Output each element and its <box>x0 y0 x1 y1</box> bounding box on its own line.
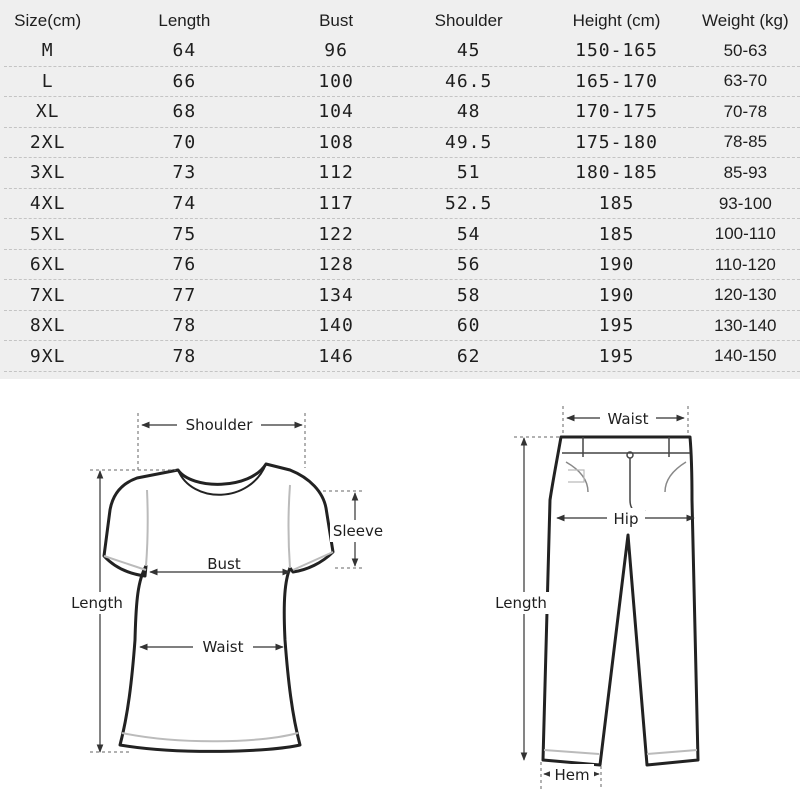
header-weight: Weight (kg) <box>702 11 789 30</box>
table-cell: 68 <box>91 97 277 128</box>
table-cell: 6XL <box>4 249 91 280</box>
hem-label: Hem <box>554 766 590 784</box>
table-row <box>4 158 800 189</box>
table-body <box>4 36 800 372</box>
table-cell: 130-140 <box>691 310 800 341</box>
sleeve-label: Sleeve <box>332 522 384 540</box>
table-cell: 175-180 <box>542 127 690 158</box>
table-cell: 48 <box>395 97 543 128</box>
table-cell: 100-110 <box>691 219 800 250</box>
table-cell: 73 <box>91 158 277 189</box>
table-cell: 60 <box>395 310 543 341</box>
table-cell: 70-78 <box>691 97 800 128</box>
shoulder-label: Shoulder <box>185 416 253 434</box>
table-cell: 74 <box>91 188 277 219</box>
table-cell: 122 <box>277 219 395 250</box>
table-cell: 5XL <box>4 219 91 250</box>
table-cell: 85-93 <box>691 158 800 189</box>
table-cell: 66 <box>91 66 277 97</box>
header-length: Length <box>158 11 211 30</box>
table-cell: 70 <box>91 127 277 158</box>
waist-label-pants: Waist <box>607 410 649 428</box>
table-cell: 62 <box>395 341 543 372</box>
header-size: Size(cm) <box>14 11 82 30</box>
table-cell: 56 <box>395 249 543 280</box>
table-cell: 165-170 <box>542 66 690 97</box>
table-row <box>4 310 800 341</box>
hip-label: Hip <box>613 510 639 528</box>
table-cell: 150-165 <box>542 36 690 66</box>
tshirt-diagram <box>66 413 386 752</box>
table-cell: 8XL <box>4 310 91 341</box>
table-cell: 100 <box>277 66 395 97</box>
table-cell: 9XL <box>4 341 91 372</box>
table-cell: 112 <box>277 158 395 189</box>
table-cell: 170-175 <box>542 97 690 128</box>
table-cell: 49.5 <box>395 127 543 158</box>
table-cell: 180-185 <box>542 158 690 189</box>
size-chart-panel <box>0 0 800 379</box>
table-cell: 128 <box>277 249 395 280</box>
table-header-row <box>4 6 800 36</box>
table-cell: 117 <box>277 188 395 219</box>
length-label-pants: Length <box>495 594 547 612</box>
table-cell: L <box>4 66 91 97</box>
table-cell: 78 <box>91 310 277 341</box>
table-cell: 54 <box>395 219 543 250</box>
table-cell: 4XL <box>4 188 91 219</box>
length-label-shirt: Length <box>71 594 123 612</box>
table-row <box>4 127 800 158</box>
table-cell: 190 <box>542 280 690 311</box>
table-cell: 63-70 <box>691 66 800 97</box>
pants-diagram <box>490 406 698 790</box>
header-height: Height (cm) <box>572 11 661 30</box>
tshirt-outline <box>104 464 333 751</box>
pants-outline <box>543 437 698 765</box>
table-row <box>4 188 800 219</box>
table-cell: 140 <box>277 310 395 341</box>
table-cell: 120-130 <box>691 280 800 311</box>
size-chart-table <box>4 6 800 372</box>
table-cell: 78 <box>91 341 277 372</box>
table-cell: 185 <box>542 188 690 219</box>
table-row <box>4 36 800 66</box>
table-row <box>4 219 800 250</box>
table-cell: 52.5 <box>395 188 543 219</box>
table-cell: 190 <box>542 249 690 280</box>
table-cell: 185 <box>542 219 690 250</box>
header-bust: Bust <box>319 11 354 30</box>
table-cell: 110-120 <box>691 249 800 280</box>
table-row <box>4 249 800 280</box>
table-cell: 58 <box>395 280 543 311</box>
table-cell: 140-150 <box>691 341 800 372</box>
table-cell: 96 <box>277 36 395 66</box>
table-cell: 146 <box>277 341 395 372</box>
table-cell: 76 <box>91 249 277 280</box>
table-cell: 51 <box>395 158 543 189</box>
table-cell: M <box>4 36 91 66</box>
table-row <box>4 341 800 372</box>
table-cell: 2XL <box>4 127 91 158</box>
table-cell: 77 <box>91 280 277 311</box>
waist-label-shirt: Waist <box>202 638 244 656</box>
table-row <box>4 280 800 311</box>
table-cell: 75 <box>91 219 277 250</box>
table-cell: 195 <box>542 310 690 341</box>
bust-label: Bust <box>207 555 241 573</box>
table-row <box>4 97 800 128</box>
table-cell: 3XL <box>4 158 91 189</box>
table-cell: 195 <box>542 341 690 372</box>
table-cell: XL <box>4 97 91 128</box>
table-cell: 7XL <box>4 280 91 311</box>
table-cell: 45 <box>395 36 543 66</box>
header-shoulder: Shoulder <box>434 11 503 30</box>
table-cell: 78-85 <box>691 127 800 158</box>
table-cell: 50-63 <box>691 36 800 66</box>
table-cell: 93-100 <box>691 188 800 219</box>
table-cell: 134 <box>277 280 395 311</box>
table-cell: 104 <box>277 97 395 128</box>
table-cell: 46.5 <box>395 66 543 97</box>
table-cell: 64 <box>91 36 277 66</box>
table-row <box>4 66 800 97</box>
garment-diagrams <box>0 380 800 800</box>
table-cell: 108 <box>277 127 395 158</box>
